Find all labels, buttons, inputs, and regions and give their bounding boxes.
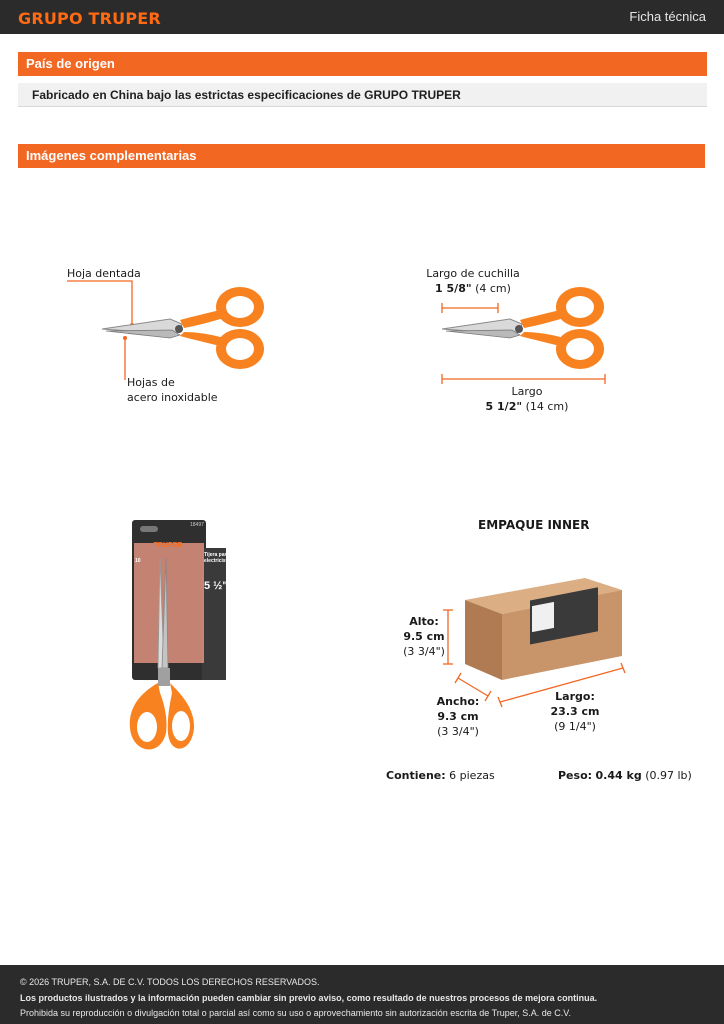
package-title: Tijera para electricista [204, 552, 231, 564]
footer [0, 965, 724, 1024]
blade-length-value: 1 5/8" (4 cm) [435, 282, 511, 295]
scissors-image-2 [440, 286, 608, 372]
images-section-header: Imágenes complementarias [18, 144, 705, 168]
package-code: 18497 [190, 522, 204, 528]
packaged-product [120, 518, 230, 763]
scissors-image-1 [100, 286, 268, 372]
package-pieces-badge: 10 [135, 558, 141, 564]
inner-package-title: EMPAQUE INNER [478, 518, 590, 532]
inner-box-image [440, 572, 635, 712]
overall-length-value: 5 1/2" (14 cm) [485, 400, 569, 413]
footer-prohibition: Prohibida su reproducción o divulgación total o parcial así como su uso o aprovechamiento sin autorización escrita de Truper, S.A. de C.V. [20, 1008, 571, 1018]
steel-line-2: acero inoxidable [127, 391, 218, 404]
truper-logo: GRUPO TRUPER [18, 9, 161, 28]
package-size: 5 ½" [204, 580, 228, 592]
steel-line-1: Hojas de [127, 376, 175, 389]
blade-length-label: Largo de cuchilla [426, 267, 520, 280]
origin-text: Fabricado en China bajo las estrictas especificaciones de GRUPO TRUPER [18, 83, 707, 107]
serrated-blade-label: Hoja dentada [67, 267, 141, 280]
document-type: Ficha técnica [629, 9, 706, 24]
footer-notice: Los productos ilustrados y la información pueden cambiar sin previo aviso, como resultado de nuestros procesos de mejora continua. [20, 992, 598, 1003]
origin-section-header: País de origen [18, 52, 707, 76]
package-brand: TRUPER [153, 542, 183, 549]
box-length: Largo: 23.3 cm (9 1/4") [550, 690, 600, 733]
box-contents: Contiene: 6 piezas [386, 769, 495, 782]
steel-blade-label [127, 375, 218, 405]
box-width: Ancho: 9.3 cm (3 3/4") [436, 695, 480, 738]
top-bar [0, 0, 724, 34]
box-weight: Peso: 0.44 kg (0.97 lb) [558, 769, 692, 782]
box-height: Alto: 9.5 cm (3 3/4") [403, 615, 445, 658]
footer-copyright: © 2026 TRUPER, S.A. DE C.V. TODOS LOS DERECHOS RESERVADOS. [20, 977, 320, 987]
overall-length-block [472, 384, 582, 414]
overall-length-label: Largo [511, 385, 543, 398]
